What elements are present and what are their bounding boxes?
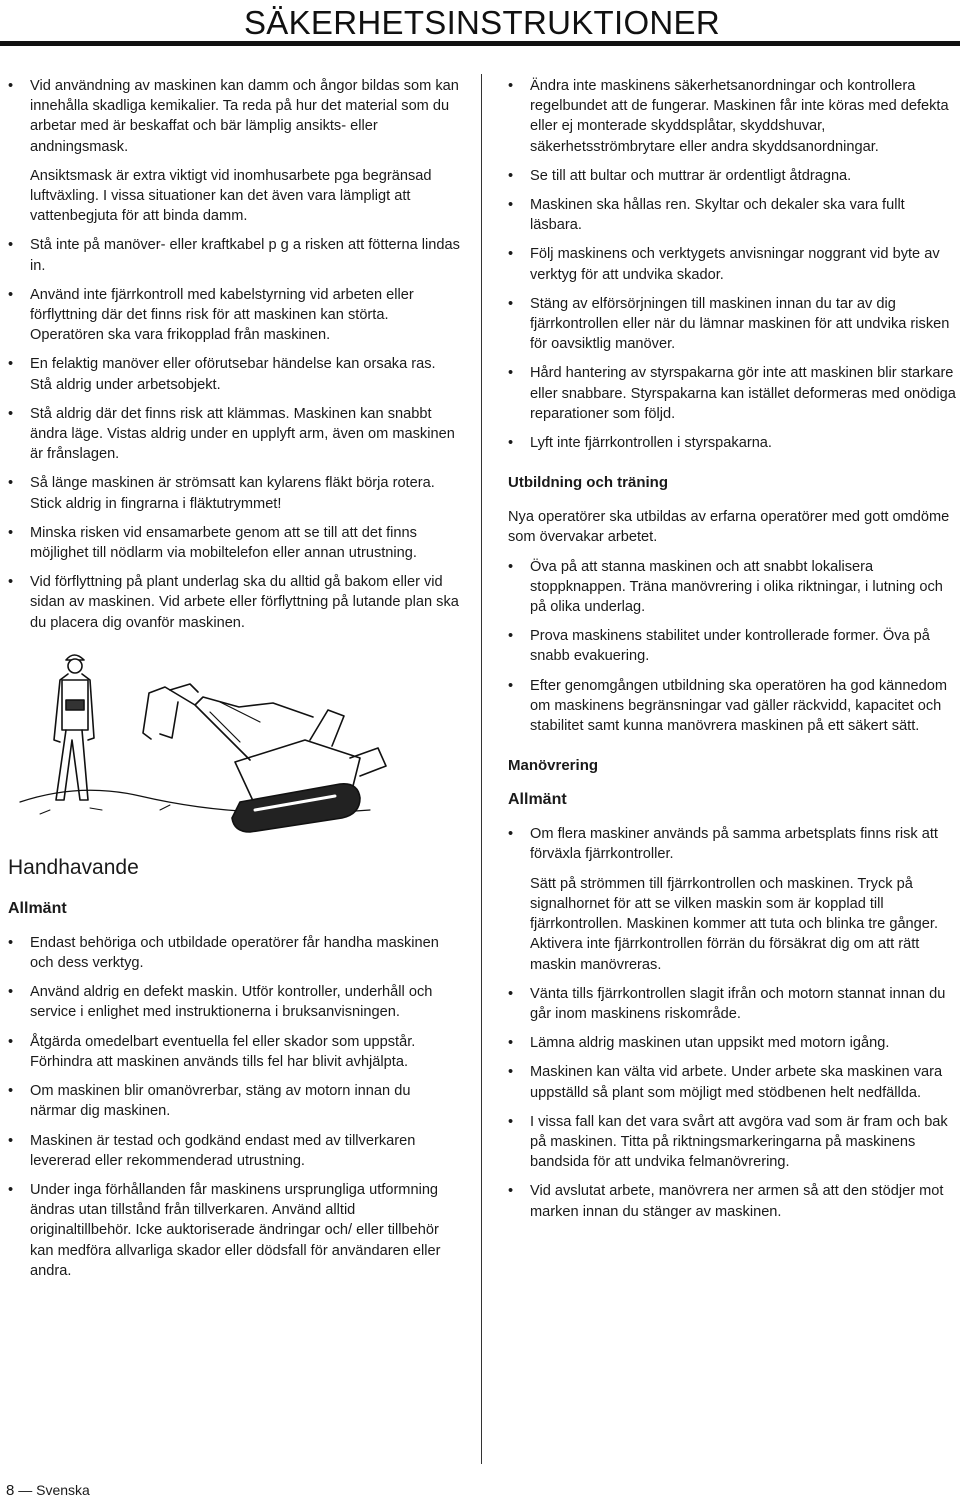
bullet-item: • Endast behöriga och utbildade operatörer får handha maskinen och dess verktyg. bbox=[8, 933, 460, 973]
bullet-item: • Vänta tills fjärrkontrollen slagit ifrån och motorn stannat innan du går inom maskinens riskområde. bbox=[508, 984, 958, 1024]
bullet-item: • Vid avslutat arbete, manövrera ner armen så att den stödjer mot marken innan du stänger av maskinen. bbox=[508, 1181, 958, 1221]
bullet-item: • Åtgärda omedelbart eventuella fel eller skador som uppstår. Förhindra att maskinen används tills fel har blivit avhjälpta. bbox=[8, 1032, 460, 1072]
note-paragraph: Sätt på strömmen till fjärrkontrollen och maskinen. Tryck på signalhornet för att se vilken maskin som är kopplad till fjärrkontrollen. Maskinen kommer att tuta och blinka tre gånger. Aktivera inte fjärrkontrollen förrän du försäkrat dig om att rätt maskin manövreras. bbox=[530, 875, 939, 973]
section-title: Handhavande bbox=[8, 855, 139, 879]
page-footer bbox=[6, 1482, 90, 1499]
note-paragraph: Ansiktsmask är extra viktigt vid inomhusarbete pga begränsad luftväxling. I vissa situationer kan det även vara lämpligt att vattenbegjuta för att binda damm. bbox=[30, 167, 432, 225]
column-divider bbox=[481, 74, 482, 1464]
right-column bbox=[508, 76, 958, 1231]
page-number: 8 bbox=[6, 1482, 15, 1499]
subsection-title: Allmänt bbox=[8, 899, 67, 917]
bullet-item: • Om flera maskiner används på samma arbetsplats finns risk att förväxla fjärrkontroller. bbox=[508, 824, 958, 864]
bullet-item: • Efter genomgången utbildning ska operatören ha god kännedom om maskinens begränsningar vad gäller räckvidd, kapacitet och stabilitet samt kunna manövrera maskinen på ett säkert sätt. bbox=[508, 676, 958, 737]
bullet-item: • Om maskinen blir omanövrerbar, stäng av motorn innan du närmar dig maskinen. bbox=[8, 1081, 460, 1121]
operator-machine-illustration bbox=[10, 642, 420, 837]
bullet-item: • Vid användning av maskinen kan damm och ångor bildas som kan innehålla skadliga kemikalier. Ta reda på hur det material som du arbetar med är beskaffat och bär lämplig ansikts- eller andningsmask. bbox=[8, 76, 460, 157]
bullet-item: • Maskinen ska hållas ren. Skyltar och dekaler ska vara fullt läsbara. bbox=[508, 195, 958, 235]
bullet-item: • Se till att bultar och muttrar är ordentligt åtdragna. bbox=[508, 166, 958, 186]
bullet-item: • Maskinen kan välta vid arbete. Under arbete ska maskinen vara uppställd så plant som möjligt med stödbenen helt nedfällda. bbox=[508, 1062, 958, 1102]
bullet-item: • Lämna aldrig maskinen utan uppsikt med motorn igång. bbox=[508, 1033, 958, 1053]
left-column bbox=[8, 76, 460, 1290]
bullet-item: • Prova maskinens stabilitet under kontrollerade former. Öva på snabb evakuering. bbox=[508, 626, 958, 666]
footer-language: Svenska bbox=[36, 1482, 90, 1498]
bullet-item: • Stäng av elförsörjningen till maskinen innan du tar av dig fjärrkontrollen eller när du lämnar maskinen för att undvika risken för oavsiktlig manöver. bbox=[508, 294, 958, 355]
bullet-item: • Öva på att stanna maskinen och att snabbt lokalisera stoppknappen. Träna manövrering i olika riktningar, i lutning och på olika underlag. bbox=[508, 557, 958, 618]
bullet-item: • Under inga förhållanden får maskinens ursprungliga utformning ändras utan tillstånd från tillverkaren. Använd alltid originaltillbehör. Icke auktoriserade ändringar och/ eller tillbehör kan medföra allvarliga skador eller dödsfall för användaren eller andra. bbox=[8, 1180, 460, 1281]
training-title: Utbildning och träning bbox=[508, 474, 668, 492]
bullet-item: • Använd inte fjärrkontroll med kabelstyrning vid arbeten eller förflyttning där det finns risk för att maskinen kan störta. Operatören ska vara frikopplad från maskinen. bbox=[8, 285, 460, 346]
footer-dash: — bbox=[18, 1482, 33, 1498]
bullet-item: • Så länge maskinen är strömsatt kan kylarens fläkt börja rotera. Stick aldrig in fingrarna i fläktutrymmet! bbox=[8, 473, 460, 513]
bullet-item: • Maskinen är testad och godkänd endast med av tillverkaren levererad eller rekommenderad utrustning. bbox=[8, 1131, 460, 1171]
bullet-item: • Vid förflyttning på plant underlag ska du alltid gå bakom eller vid sidan av maskinen. Vid arbete eller förflyttning på lutande plan ska du placera dig ovanför maskinen. bbox=[8, 572, 460, 633]
bullet-item: • Använd aldrig en defekt maskin. Utför kontroller, underhåll och service i enlighet med instruktionerna i bruksanvisningen. bbox=[8, 982, 460, 1022]
bullet-item: • Ändra inte maskinens säkerhetsanordningar och kontrollera regelbundet att de fungerar. Maskinen får inte köras med defekta eller ej monterade skyddsplåtar, skyddshuvar, säkerhetsströmbrytare eller andra skyddsanordningar. bbox=[508, 76, 958, 157]
page-title: SÄKERHETSINSTRUKTIONER bbox=[244, 4, 720, 41]
bullet-item: • Stå aldrig där det finns risk att klämmas. Maskinen kan snabbt ändra läge. Vistas aldrig under en upplyft arm, även om maskinen är frånslagen. bbox=[8, 404, 460, 465]
bullet-item: • En felaktig manöver eller oförutsebar händelse kan orsaka ras. Stå aldrig under arbetsobjekt. bbox=[8, 354, 460, 394]
bullet-item: • Hård hantering av styrspakarna gör inte att maskinen blir starkare eller snabbare. Styrspakarna kan istället deformeras med onödiga reparationer som följd. bbox=[508, 363, 958, 424]
bullet-item: • Lyft inte fjärrkontrollen i styrspakarna. bbox=[508, 433, 958, 453]
bullet-item: • Följ maskinens och verktygets anvisningar noggrant vid byte av verktyg för att undvika skador. bbox=[508, 244, 958, 284]
page-header bbox=[0, 0, 960, 46]
header-rule bbox=[0, 41, 960, 46]
maneuver-subtitle: Allmänt bbox=[508, 791, 567, 809]
training-text: Nya operatörer ska utbildas av erfarna operatörer med gott omdöme som övervakar arbetet. bbox=[508, 509, 950, 546]
bullet-item: • I vissa fall kan det vara svårt att avgöra vad som är fram och bak på maskinen. Titta på riktningsmarkeringarna på maskinens bandsida för att undvika felmanövrering. bbox=[508, 1112, 958, 1173]
bullet-item: • Stå inte på manöver- eller kraftkabel p g a risken att fötterna lindas in. bbox=[8, 235, 460, 275]
maneuver-title: Manövrering bbox=[508, 757, 599, 775]
bullet-item: • Minska risken vid ensamarbete genom att se till att det finns möjlighet till nödlarm via mobiltelefon eller annan utrustning. bbox=[8, 523, 460, 563]
